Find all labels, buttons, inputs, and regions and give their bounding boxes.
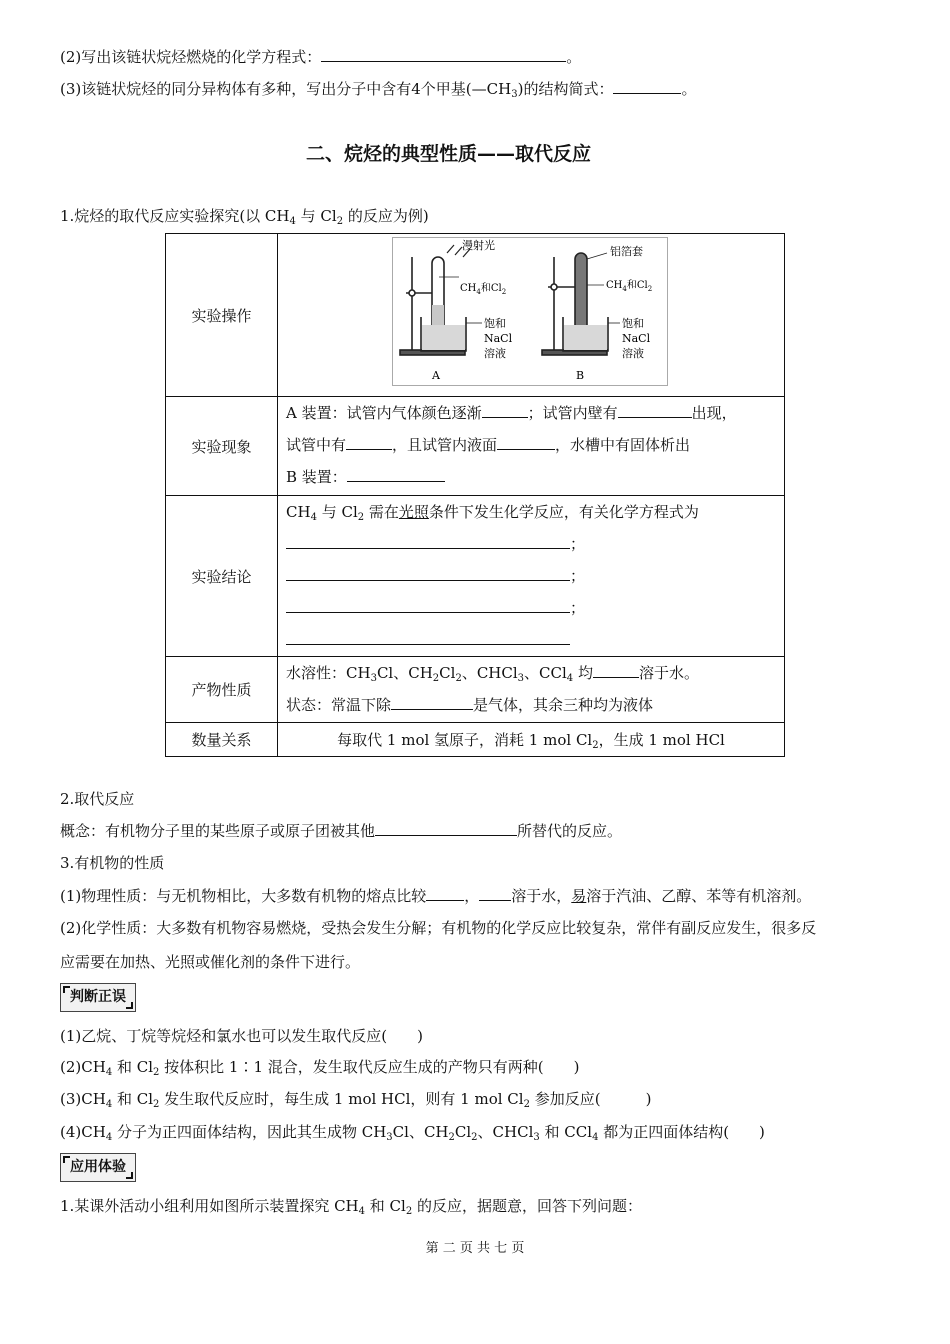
answer-blank[interactable] — [286, 534, 570, 549]
text: 和 Cl — [112, 1090, 153, 1108]
label-solution-b1: 饱和 — [622, 317, 644, 330]
text: 参加反应( ) — [529, 1090, 652, 1108]
text: 和 CCl — [539, 1123, 593, 1141]
conclusion-line-1 — [286, 496, 776, 528]
text: ，水槽中有固体析出 — [555, 436, 691, 454]
label-solution-2: NaCl — [484, 332, 513, 345]
label-solution-b3: 溶液 — [622, 347, 644, 360]
subscript: 4 — [358, 1206, 366, 1217]
text: ， — [464, 887, 480, 905]
answer-blank[interactable] — [479, 886, 511, 901]
label-solution-3: 溶液 — [484, 347, 506, 360]
judge-item-2 — [60, 1056, 579, 1077]
row-label-quantity: 数量关系 — [166, 723, 278, 757]
label-b: B — [576, 369, 585, 382]
text: (2)CH — [60, 1058, 106, 1076]
text: 条件下发生化学反应，有关化学方程式为 — [428, 503, 699, 521]
product-cell — [278, 657, 785, 723]
label-foil: 铝箔套 — [610, 245, 643, 258]
text: 需在 — [364, 503, 399, 521]
subscript: 3 — [517, 673, 525, 684]
text: 均 — [573, 664, 593, 682]
question-2-text: (2)写出该链状烷烃燃烧的化学方程式： — [60, 48, 322, 66]
text: (1)物理性质：与无机物相比，大多数有机物的熔点比较 — [60, 887, 427, 905]
subscript: 4 — [592, 1132, 599, 1143]
question-3-text: (3)该链状烷烃的同分异构体有多种，写出分子中含有4个甲基(—CH — [60, 80, 512, 98]
underlined-text: 光照 — [398, 503, 429, 521]
question-2 — [60, 46, 581, 67]
text: 试管中有 — [286, 436, 347, 454]
row-label-phenomenon: 实验现象 — [166, 397, 278, 496]
apparatus-diagram — [392, 237, 672, 389]
answer-blank[interactable] — [286, 630, 570, 645]
answer-blank[interactable] — [391, 695, 473, 710]
subscript: 4 — [105, 1099, 113, 1110]
chemical-properties-line-1: (2)化学性质：大多数有机物容易燃烧，受热会发生分解；有机物的化学反应比较复杂，常伴有副反应发生，很多反 — [60, 919, 817, 937]
subscript: 4 — [566, 673, 574, 684]
text: 与 Cl — [316, 503, 358, 521]
p1-text-3: 的反应为例) — [343, 207, 429, 225]
phenomenon-line-1 — [286, 397, 776, 429]
row-label-conclusion: 实验结论 — [166, 496, 278, 657]
p1-text: 1.烷烃的取代反应实验探究(以 CH — [60, 207, 290, 225]
subscript: 2 — [592, 740, 599, 751]
answer-blank[interactable] — [346, 435, 392, 450]
text: 出现， — [691, 404, 737, 422]
judge-tag: 判断正误 — [60, 983, 136, 1012]
application-tag: 应用体验 — [60, 1153, 136, 1182]
text: 都为正四面体结构( ) — [598, 1123, 765, 1141]
subscript: 2 — [153, 1067, 160, 1078]
answer-blank[interactable] — [347, 467, 445, 482]
text: 溶于汽油、乙醇、苯等有机溶剂。 — [586, 887, 812, 905]
subscript: 4 — [105, 1132, 113, 1143]
page-footer: 第 二 页 共 七 页 — [425, 1241, 525, 1256]
product-line-2 — [286, 689, 776, 721]
answer-blank[interactable] — [286, 598, 570, 613]
label-a: A — [432, 369, 440, 382]
text: 溶于水。 — [638, 664, 699, 682]
quantity-cell — [278, 723, 785, 757]
judge-item-4 — [60, 1121, 765, 1142]
subscript: 4 — [289, 216, 296, 227]
text: (4)CH — [60, 1123, 106, 1141]
text: 状态：常温下除 — [286, 696, 392, 714]
phenomenon-line-3 — [286, 461, 776, 493]
equation-line-2 — [286, 560, 776, 592]
underlined-text: 易 — [571, 887, 587, 905]
text: 分子为正四面体结构，因此其生成物 CH — [112, 1123, 387, 1141]
text: 每取代 1 mol 氢原子，消耗 1 mol Cl — [337, 731, 593, 749]
label-gas-a: $CH_4$和$Cl_2$ — [460, 283, 507, 296]
text: 水溶性：CH — [286, 664, 371, 682]
answer-blank[interactable] — [482, 403, 528, 418]
subscript: 3 — [533, 1132, 540, 1143]
subscript: 4 — [105, 1067, 113, 1078]
subscript: 4 — [310, 512, 317, 523]
subscript: 3 — [386, 1132, 393, 1143]
answer-blank[interactable] — [426, 886, 464, 901]
label-solution-1: 饱和 — [484, 317, 506, 330]
text: B 装置： — [286, 468, 347, 486]
subscript: 3 — [370, 673, 377, 684]
row-label-operation: 实验操作 — [166, 234, 278, 397]
text: 、CCl — [524, 664, 567, 682]
row-label-product: 产物性质 — [166, 657, 278, 723]
text: (3)CH — [60, 1090, 106, 1108]
text: CH — [286, 503, 311, 521]
answer-blank[interactable] — [321, 47, 566, 62]
text: 溶于水， — [511, 887, 572, 905]
conclusion-cell — [278, 496, 785, 657]
text: 和 Cl — [112, 1058, 153, 1076]
question-3-text-2: )的结构简式： — [517, 80, 614, 98]
text: Cl — [439, 664, 456, 682]
text: 按体积比 1∶1 混合，发生取代反应生成的产物只有两种( ) — [159, 1058, 580, 1076]
section-3-title: 3.有机物的性质 — [60, 854, 165, 872]
answer-blank[interactable] — [613, 79, 681, 94]
answer-blank[interactable] — [618, 403, 692, 418]
question-3-end: 。 — [681, 80, 697, 98]
subscript: 2 — [455, 673, 462, 684]
equation-line-1 — [286, 528, 776, 560]
text: ，生成 1 mol HCl — [598, 731, 725, 749]
text: 概念：有机物分子里的某些原子或原子团被其他 — [60, 822, 376, 840]
subscript: 2 — [405, 1206, 413, 1217]
question-2-end: 。 — [566, 48, 582, 66]
physical-properties — [60, 885, 811, 906]
label-solution-b2: NaCl — [622, 332, 651, 345]
subscript: 2 — [448, 1132, 455, 1143]
text: ； — [570, 599, 586, 617]
text: ；试管内壁有 — [527, 404, 618, 422]
phenomenon-cell — [278, 397, 785, 496]
section-title: 二、烷烃的典型性质——取代反应 — [306, 143, 592, 165]
text: ，且试管内液面 — [392, 436, 498, 454]
text: 、CHCl — [461, 664, 518, 682]
text: 所替代的反应。 — [517, 822, 623, 840]
subscript: 2 — [153, 1099, 160, 1110]
text: 1.某课外活动小组利用如图所示装置探究 CH — [60, 1197, 359, 1215]
text: A 装置：试管内气体颜色逐渐 — [286, 404, 482, 422]
label-gas-b: $CH_4$和$Cl_2$ — [606, 280, 653, 293]
text: 的反应，据题意，回答下列问题： — [412, 1197, 642, 1215]
judge-item-3 — [60, 1088, 651, 1109]
paragraph-1-title — [60, 205, 429, 226]
answer-blank[interactable] — [375, 821, 517, 836]
p1-text-2: 与 Cl — [295, 207, 337, 225]
text: 和 Cl — [365, 1197, 406, 1215]
question-3 — [60, 78, 696, 99]
product-line-1 — [286, 657, 776, 689]
text: Cl、CH — [376, 664, 433, 682]
apparatus-cell — [278, 234, 785, 397]
subscript: 2 — [432, 673, 440, 684]
text: ； — [570, 535, 586, 553]
chemical-properties-line-2: 应需要在加热、光照或催化剂的条件下进行。 — [60, 953, 361, 971]
subscript: 2 — [336, 216, 344, 227]
text: 、CHCl — [477, 1123, 534, 1141]
subscript: 2 — [357, 512, 365, 523]
text: 是气体，其余三种均为液体 — [473, 696, 654, 714]
text: Cl、CH — [392, 1123, 449, 1141]
equation-line-4 — [286, 624, 776, 656]
substitution-concept — [60, 820, 622, 841]
answer-blank[interactable] — [497, 435, 555, 450]
answer-blank[interactable] — [593, 663, 639, 678]
phenomenon-line-2 — [286, 429, 776, 461]
equation-line-3 — [286, 592, 776, 624]
text: ； — [570, 567, 586, 585]
answer-blank[interactable] — [286, 566, 570, 581]
application-question-1 — [60, 1195, 642, 1216]
text: 发生取代反应时，每生成 1 mol HCl，则有 1 mol Cl — [159, 1090, 524, 1108]
section-2-title: 2.取代反应 — [60, 790, 135, 808]
label-light: 漫射光 — [462, 239, 495, 252]
subscript: 2 — [471, 1132, 478, 1143]
text: Cl — [454, 1123, 472, 1141]
subscript: 3 — [511, 89, 518, 100]
judge-item-1: (1)乙烷、丁烷等烷烃和氯水也可以发生取代反应( ) — [60, 1027, 423, 1045]
subscript: 2 — [523, 1099, 530, 1110]
experiment-table — [165, 233, 785, 757]
